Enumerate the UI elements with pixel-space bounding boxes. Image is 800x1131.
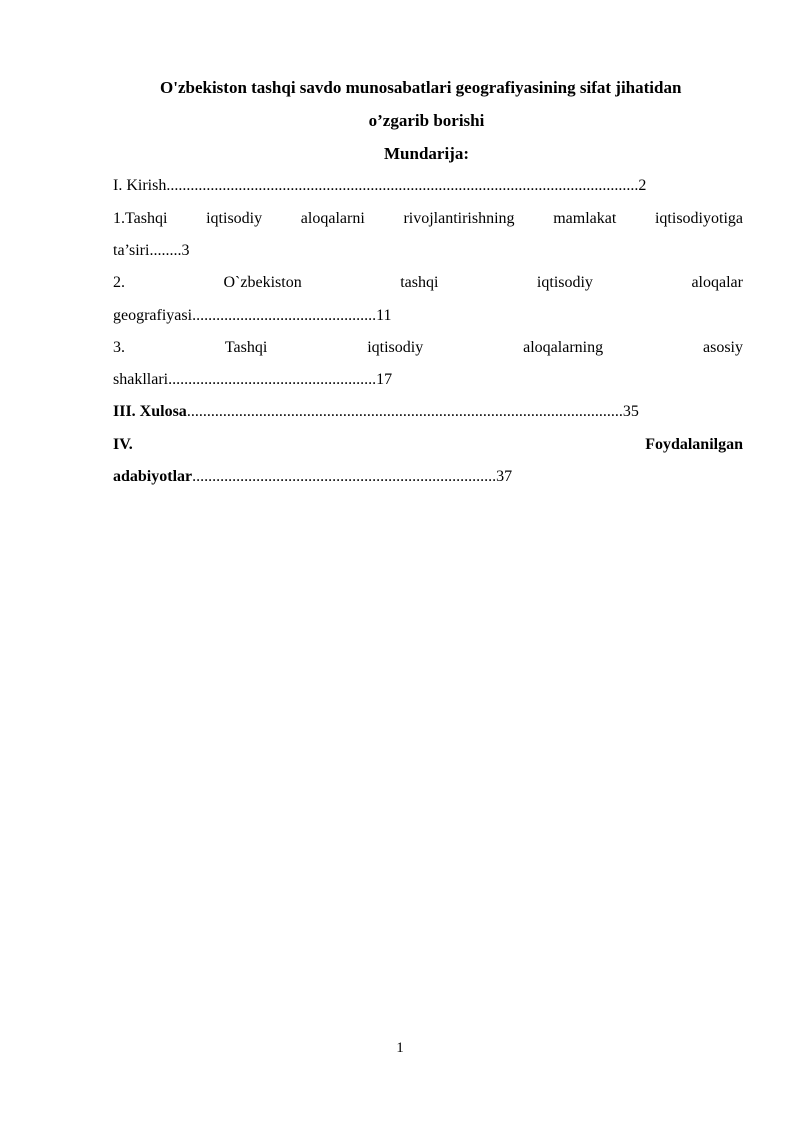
toc-word: iqtisodiy	[206, 210, 263, 227]
toc-page-number: 37	[496, 468, 513, 485]
toc-entry-item3-line1	[113, 337, 743, 359]
toc-word: mamlakat	[553, 210, 617, 227]
toc-word: asosiy	[702, 339, 743, 356]
toc-entry-adabiyot-line2	[113, 466, 743, 488]
toc-word: IV.	[113, 436, 133, 453]
toc-heading: Mundarija:	[384, 144, 469, 163]
toc-leader-dots: ............................................................................	[192, 468, 497, 485]
toc-word: tashqi	[400, 274, 439, 291]
toc-word: 2.	[113, 274, 125, 291]
toc-entry-item3-line2	[113, 369, 743, 391]
toc-leader-dots: ..............................................	[192, 307, 377, 324]
toc-word: aloqalarni	[300, 210, 365, 227]
toc-entry-item2-line2	[113, 305, 743, 327]
toc-word: iqtisodiy	[536, 274, 593, 291]
toc-word: aloqalar	[691, 274, 743, 291]
toc-leader-dots: ....................................................	[168, 371, 377, 388]
toc-word: iqtisodiyotiga	[654, 210, 743, 227]
toc-entry-label: III. Xulosa	[113, 403, 187, 420]
toc-word: O`zbekiston	[223, 274, 302, 291]
toc-word: 1.Tashqi	[113, 210, 168, 227]
toc-word: iqtisodiy	[367, 339, 424, 356]
toc-leader-dots: .............................................................................................................	[186, 403, 623, 420]
toc-word: 3.	[113, 339, 125, 356]
toc-word: Foydalanilgan	[645, 436, 743, 453]
toc-leader-dots: ......................................................................................................................	[166, 177, 639, 194]
toc-entry-xulosa	[113, 401, 743, 423]
toc-entry-item2-line1	[113, 272, 743, 294]
toc-entry-continuation: shakllari	[113, 371, 169, 388]
toc-entry-continuation: geografiyasi	[113, 307, 193, 324]
page-number: 1	[396, 1040, 404, 1056]
document-title-line2: o’zgarib borishi	[368, 111, 485, 130]
toc-entry-continuation: adabiyotlar	[113, 468, 193, 485]
toc-entry-item1-line2	[113, 240, 743, 262]
document-title-line1: O'zbekiston tashqi savdo munosabatlari geografiyasining sifat jihatidan	[160, 78, 682, 97]
toc-entry-adabiyot-line1	[113, 434, 743, 456]
toc-page-number: 35	[622, 403, 639, 420]
toc-page-number: 11	[376, 307, 392, 324]
toc-page-number: 3	[181, 242, 190, 259]
toc-page-number: 17	[376, 371, 393, 388]
toc-word: rivojlantirishning	[403, 210, 515, 227]
toc-page-number: 2	[638, 177, 647, 194]
toc-entry-kirish	[113, 175, 743, 197]
toc-word: aloqalarning	[523, 339, 604, 356]
toc-entry-label: I. Kirish	[113, 177, 167, 194]
toc-word: Tashqi	[224, 339, 268, 356]
toc-leader-dots: ........	[149, 242, 182, 259]
toc-entry-item1-line1	[113, 208, 743, 230]
toc-entry-continuation: ta’siri	[113, 242, 150, 259]
